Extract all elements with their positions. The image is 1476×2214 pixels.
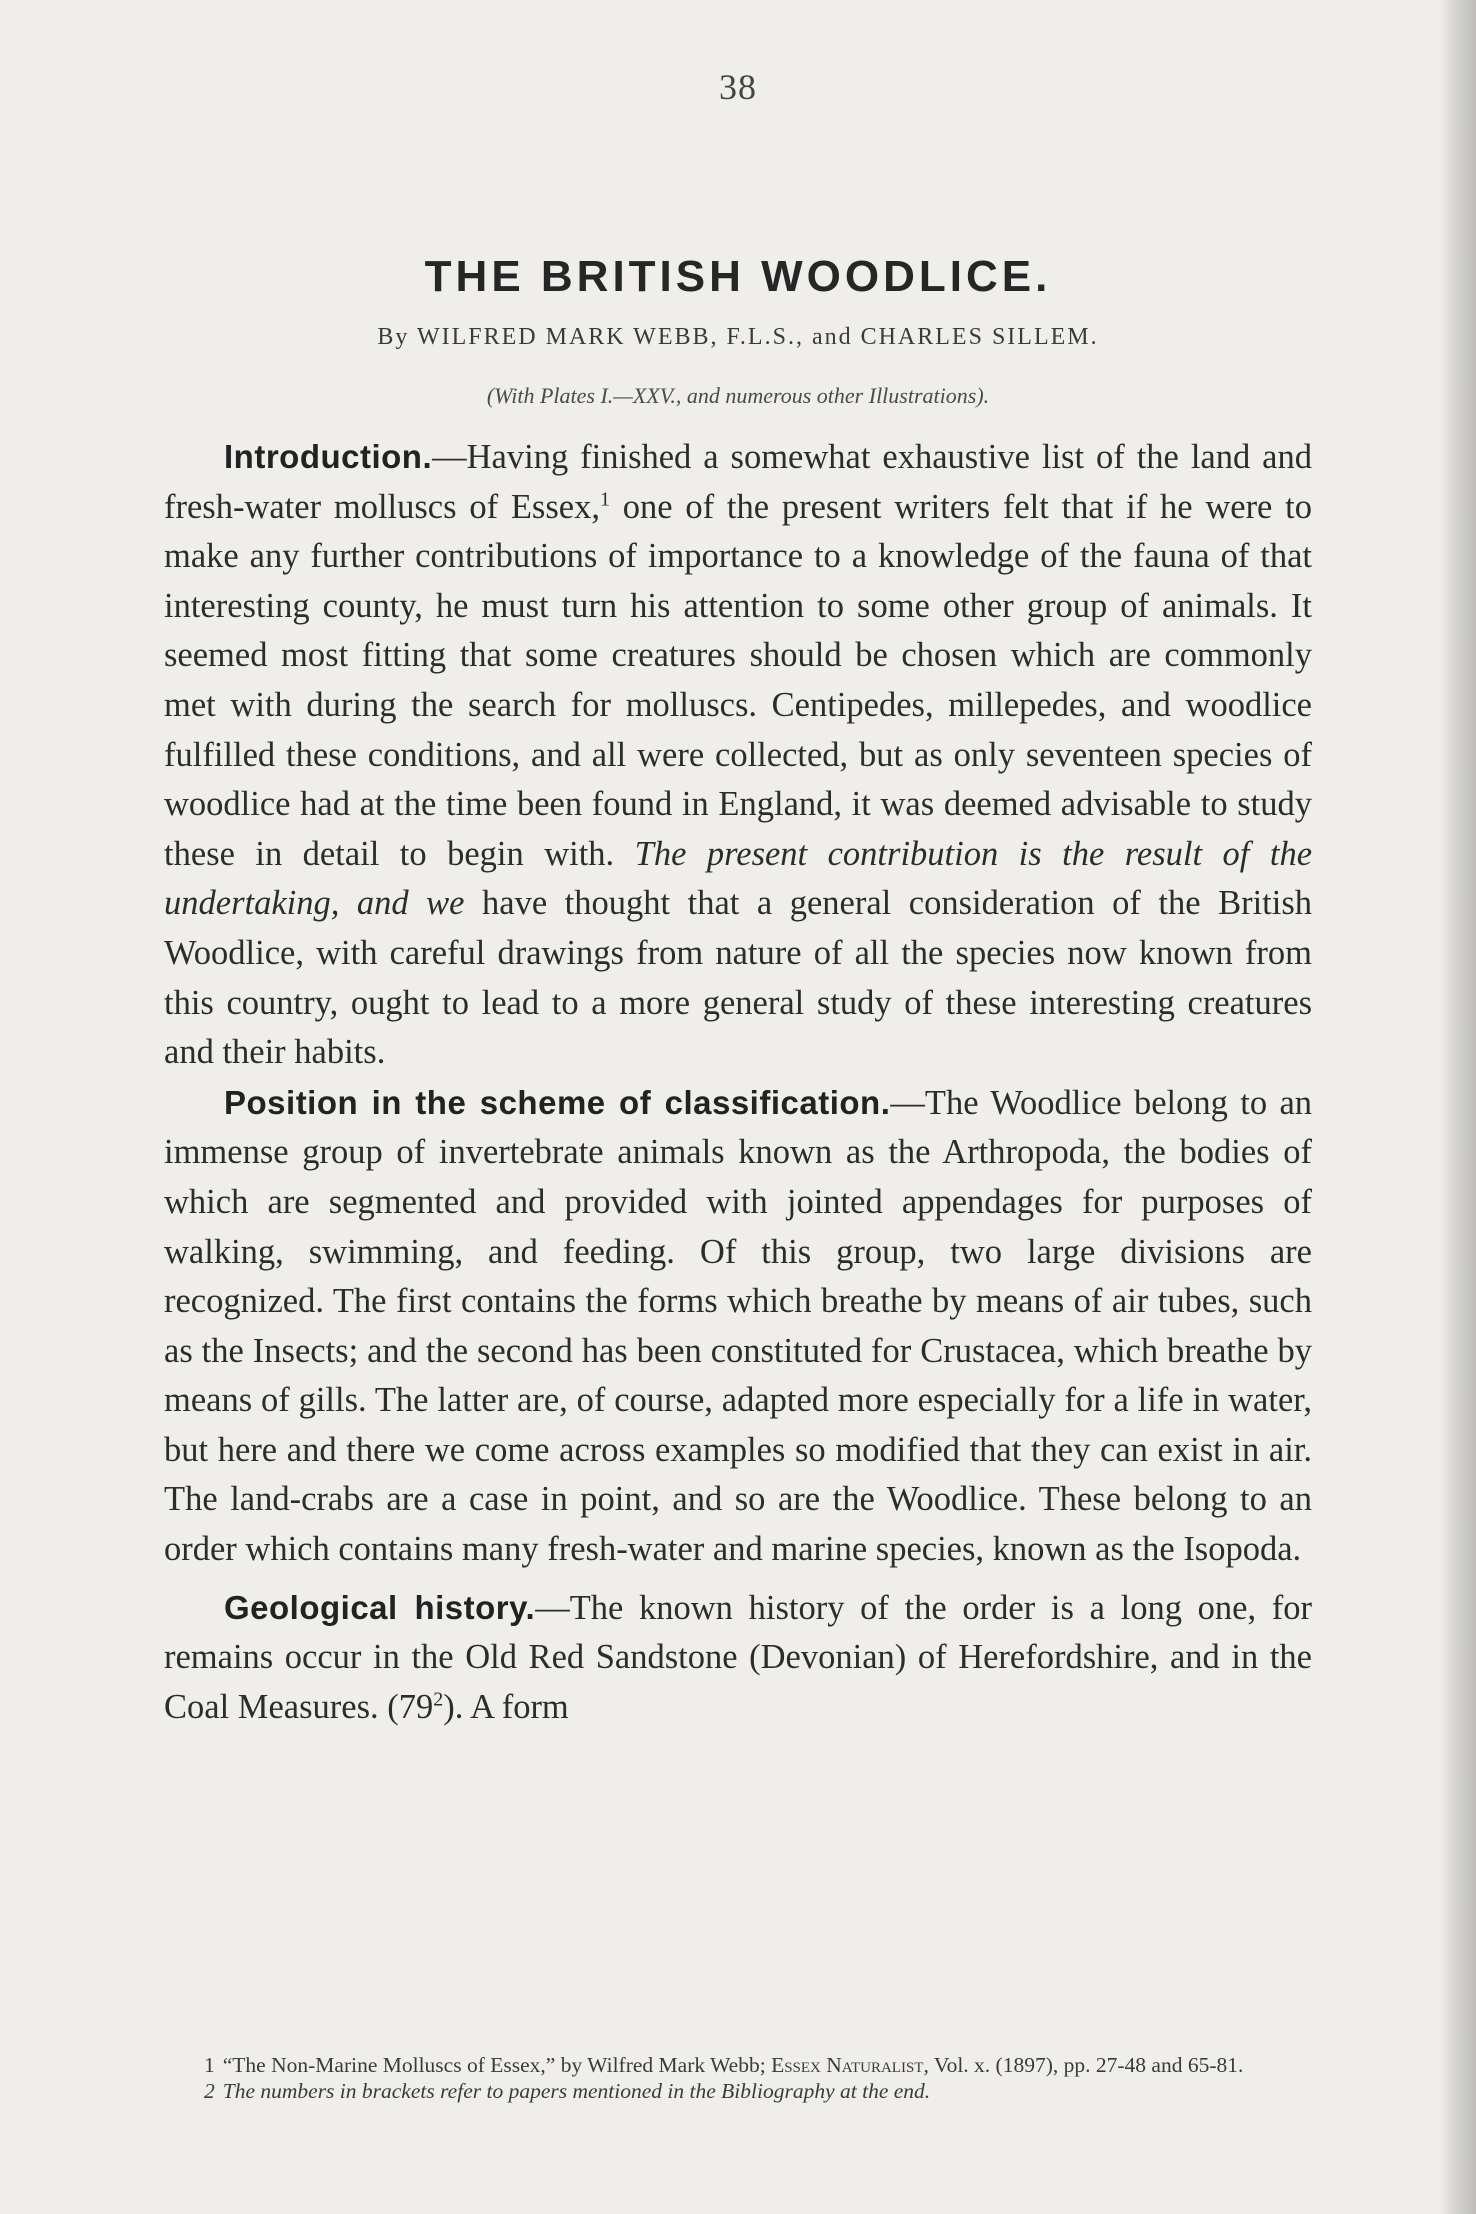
footnote-text: “The Non-Marine Molluscs of Essex,” by Wilfred Mark Webb; xyxy=(222,2053,772,2077)
footnotes xyxy=(164,2052,1312,2104)
article-byline: By WILFRED MARK WEBB, F.L.S., and CHARLES SILLEM. xyxy=(377,324,1099,350)
footnote-ref-2: 2 xyxy=(433,1688,444,1711)
section-heading-classification: Position in the scheme of classification. xyxy=(224,1083,891,1121)
paragraph-geological xyxy=(164,1583,1312,1733)
section-heading-introduction: Introduction. xyxy=(224,438,433,475)
section-heading-geological: Geological history. xyxy=(224,1588,536,1626)
intro-text-b: one of the present writers felt that if he were to make any further contributions of importance to a knowledge of the fauna of that interesting county, he must turn his attention to some other group of animals. It seemed most fitting that some creatures should be chosen which are commonly met with during the search for molluscs. Centipedes, millepedes, and woodlice fulfilled these conditions, and all were collected, but as only seventeen species of woodlice had at the time been found in England, it was deemed advisable to study these in detail to begin with. xyxy=(164,487,1312,873)
classification-text: —The Woodlice belong to an immense group of invertebrate animals known as the Arthropoda, the bodies of which are segmented and provided with jointed appendages for purposes of walking, swimming, and feeding. Of this group, two large divisions are recognized. The first contains the forms which breathe by means of air tubes, such as the Insects; and the second has been constituted for Crustacea, which breathe by means of gills. The latter are, of course, adapted more especially for a life in water, but here and there we come across examples so modified that they can exist in air. The land-crabs are a case in point, and so are the Woodlice. These belong to an order which contains many fresh-water and marine species, known as the Isopoda. xyxy=(164,1083,1313,1569)
footnote-text: The numbers in brackets refer to papers mentioned in the Bibliography at the end. xyxy=(222,2079,931,2103)
geological-text-a: —The known history of the order is a long one, for remains occur in the Old Red Sandstone (Devonian) of Herefordshire, and in the Coal Measures. (79 xyxy=(164,1588,1312,1726)
footnote-2 xyxy=(164,2078,1312,2104)
footnote-text: , Vol. x. (1897), pp. 27-48 and 65-81. xyxy=(923,2053,1244,2077)
article-body xyxy=(164,432,1312,1732)
intro-text-a: —Having finished a somewhat exhaustive list of the land and fresh-water molluscs of Essex, xyxy=(164,438,1312,526)
footnote-ref-1: 1 xyxy=(599,488,610,511)
intro-text-c: have thought that a general consideration of the British Woodlice, with careful drawings from nature of all the species now known from this country, ought to lead to a more general study of these interesting creatures and their habits. xyxy=(164,884,1313,1072)
plates-note: (With Plates I.—XXV., and numerous other Illustrations). xyxy=(486,383,990,408)
page-number: 38 xyxy=(719,67,757,107)
geological-text-b: ). A form xyxy=(443,1687,569,1726)
paragraph-introduction xyxy=(164,432,1312,1078)
footnote-number: 2 xyxy=(204,2079,215,2103)
paragraph-classification xyxy=(164,1078,1312,1575)
footnote-journal: Essex Naturalist xyxy=(771,2053,924,2077)
intro-text-italic: The present contribution is the result of the undertaking, and we xyxy=(164,834,1313,923)
footnote-number: 1 xyxy=(204,2053,215,2077)
footnote-1 xyxy=(164,2052,1312,2078)
article-title: THE BRITISH WOODLICE. xyxy=(424,252,1052,301)
